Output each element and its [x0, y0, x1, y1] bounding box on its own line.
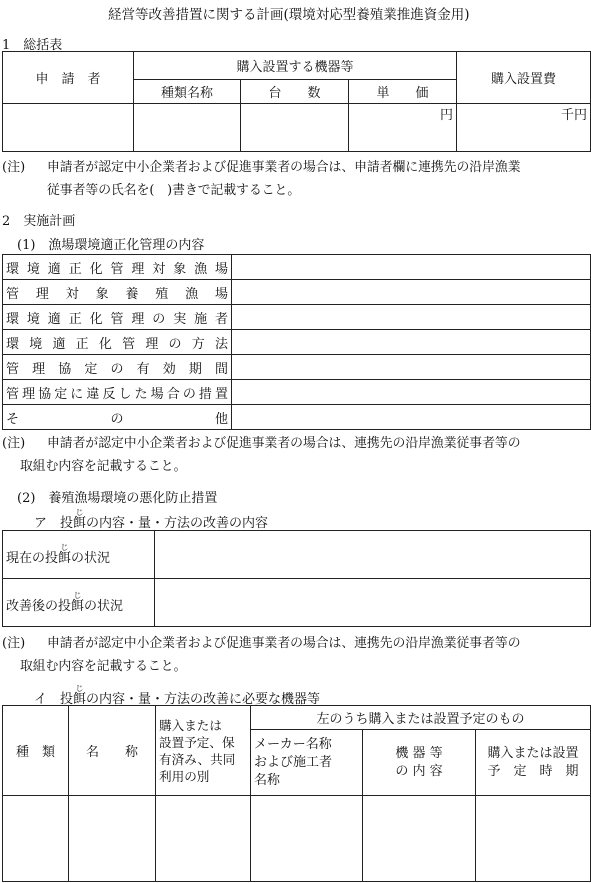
applicant-header: 申 請 者: [3, 52, 134, 104]
section2-note1-line1: 申請者が認定中小企業者および促進事業者の場合は、連携先の沿岸漁業従事者等の: [47, 436, 521, 451]
section2-note2-line2: 取組む内容を記載すること。: [20, 659, 187, 674]
row-label-other: その他: [3, 405, 232, 430]
row-label-violation-measures: 管理協定に違反した場合の措置: [3, 380, 232, 405]
equipment-table: [2, 705, 591, 882]
thousand-yen-unit: 千円: [561, 108, 588, 123]
name-cell[interactable]: [69, 796, 156, 882]
maker-cell[interactable]: [251, 796, 363, 882]
row-label-implementer: 環境適正化管理の実施者: [3, 305, 232, 330]
current-feeding-value[interactable]: [155, 531, 591, 579]
row-value[interactable]: [232, 380, 591, 405]
row-label-agreement-period: 管理協定の有効期間: [3, 355, 232, 380]
note-prefix: (注): [2, 436, 26, 451]
subsection1-heading: (1) 漁場環境適正化管理の内容: [17, 238, 205, 253]
management-table: [2, 254, 591, 430]
section2-note1-line2: 取組む内容を記載すること。: [20, 459, 187, 474]
subsection2a-heading: ア 投餌じの内容・量・方法の改善の内容: [34, 508, 269, 531]
count-cell[interactable]: [241, 104, 349, 152]
name-header: 名 称: [69, 706, 156, 796]
type-header: 種 類: [3, 706, 69, 796]
timing-header: 購入または設置 予 定 時 期: [476, 730, 591, 796]
row-value[interactable]: [232, 330, 591, 355]
maker-header: メーカー名称 および施工者 名称: [251, 730, 363, 796]
note-prefix: (注): [2, 160, 26, 175]
plan-cell[interactable]: [156, 796, 251, 882]
unit-price-cell[interactable]: [349, 104, 457, 152]
row-label-managed-farm: 管理対象養殖漁場: [3, 280, 232, 305]
equipment-group-header: 購入設置する機器等: [134, 52, 457, 80]
row-value[interactable]: [232, 255, 591, 280]
row-label-method: 環境適正化管理の方法: [3, 330, 232, 355]
section1-note-line1: 申請者が認定中小企業者および促進事業者の場合は、申請者欄に連携先の沿岸漁業: [47, 160, 521, 175]
subsection2i-heading: イ 投餌じの内容・量・方法の改善に必要な機器等: [34, 684, 321, 707]
section2-heading: 2 実施計画: [2, 214, 76, 229]
row-value[interactable]: [232, 280, 591, 305]
row-value[interactable]: [232, 305, 591, 330]
applicant-cell[interactable]: [3, 104, 134, 152]
summary-table: [2, 51, 591, 152]
current-feeding-label: 現在の投餌じの状況: [3, 531, 155, 579]
type-cell[interactable]: [3, 796, 69, 882]
content-cell[interactable]: [363, 796, 476, 882]
cost-cell[interactable]: [457, 104, 591, 152]
unit-price-header: 単 価: [349, 80, 457, 104]
row-value[interactable]: [232, 355, 591, 380]
subsection2-heading: (2) 養殖漁場環境の悪化防止措置: [17, 491, 218, 506]
section1-heading: 1 総括表: [2, 38, 63, 53]
improved-feeding-label: 改善後の投餌じの状況: [3, 579, 155, 627]
cost-header: 購入設置費: [457, 52, 591, 104]
type-name-cell[interactable]: [134, 104, 241, 152]
improved-feeding-value[interactable]: [155, 579, 591, 627]
content-header: 機 器 等 の 内 容: [363, 730, 476, 796]
timing-cell[interactable]: [476, 796, 591, 882]
count-header: 台 数: [241, 80, 349, 104]
yen-unit: 円: [440, 108, 454, 123]
row-value[interactable]: [232, 405, 591, 430]
section2-note2-line1: 申請者が認定中小企業者および促進事業者の場合は、連携先の沿岸漁業従事者等の: [47, 636, 521, 651]
note-prefix: (注): [2, 636, 26, 651]
section1-note-line2: 従事者等の氏名を( )書きで記載すること。: [47, 183, 301, 198]
row-label-target-fishery: 環境適正化管理対象漁場: [3, 255, 232, 280]
page-title: 経営等改善措置に関する計画(環境対応型養殖業推進資金用): [108, 7, 470, 23]
type-name-header: 種類名称: [134, 80, 241, 104]
feeding-status-table: [2, 530, 591, 627]
planned-group-header: 左のうち購入または設置予定のもの: [251, 706, 591, 730]
plan-header: 購入または 設置予定、保 有済み、共同 利用の別: [156, 706, 251, 796]
